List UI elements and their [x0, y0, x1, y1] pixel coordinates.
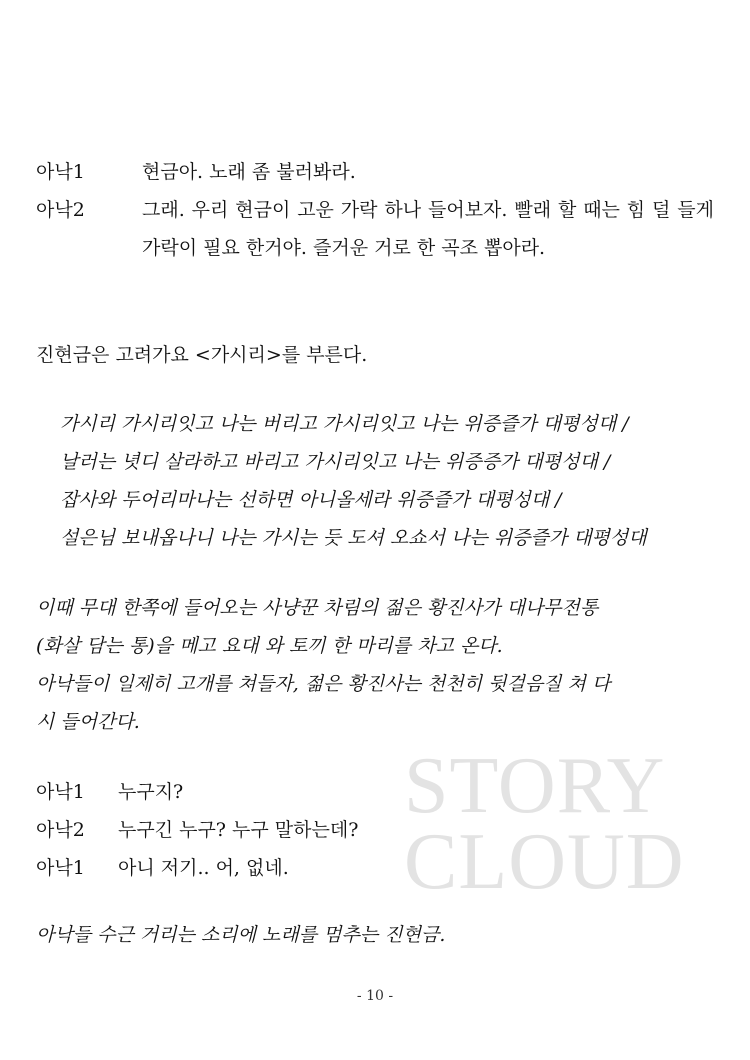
stage-direction-line: 이때 무대 한쪽에 들어오는 사냥꾼 차림의 젊은 황진사가 대나무전통: [36, 597, 599, 619]
stage-direction-line: 시 들어간다.: [36, 711, 140, 733]
stage-direction: 진현금은 고려가요 <가시리>를 부른다.: [36, 344, 368, 366]
dialog-line: 그래. 우리 현금이 고운 가락 하나 들어보자. 빨래 할 때는 힘 덜 들게 가락이 필요 한거야. 즐거운 거로 한 곡조 뽑아라.: [142, 199, 714, 259]
song-line: 날러는 녓디 살라하고 바리고 가시리잇고 나는 위증증가 대평성대 /: [60, 451, 611, 473]
dialog-line: 아니 저기.. 어, 없네.: [118, 857, 289, 879]
speaker-label: 아낙1: [36, 857, 85, 879]
story-cloud-watermark: [404, 742, 685, 906]
song-line: 설은님 보내옵나니 나는 가시는 듯 도셔 오쇼서 나는 위증즐가 대평성대: [60, 527, 647, 549]
page-number: - 10 -: [356, 988, 394, 1004]
speaker-label: 아낙2: [36, 199, 85, 221]
song-line: 잡사와 두어리마나는 선하면 아니올세라 위증즐가 대평성대 /: [60, 489, 562, 511]
dialog-line: 현금아. 노래 좀 불러봐라.: [142, 161, 356, 183]
watermark-line-2: CLOUD: [404, 818, 685, 906]
speaker-label: 아낙2: [36, 819, 85, 841]
stage-direction-line: 아낙들이 일제히 고개를 쳐들자, 젊은 황진사는 천천히 뒷걸음질 쳐 다: [36, 673, 611, 695]
song-line: 가시리 가시리잇고 나는 버리고 가시리잇고 나는 위증즐가 대평성대 /: [60, 413, 629, 435]
speaker-label: 아낙1: [36, 161, 85, 183]
dialog-line: 누구긴 누구? 누구 말하는데?: [118, 819, 359, 841]
stage-direction-line: (화살 담는 통)을 메고 요대 와 토끼 한 마리를 차고 온다.: [36, 635, 503, 657]
watermark-line-1: STORY: [404, 742, 666, 830]
speaker-label: 아낙1: [36, 781, 85, 803]
dialog-line: 누구지?: [118, 781, 184, 803]
stage-direction: 아낙들 수근 거리는 소리에 노래를 멈추는 진현금.: [36, 924, 446, 946]
